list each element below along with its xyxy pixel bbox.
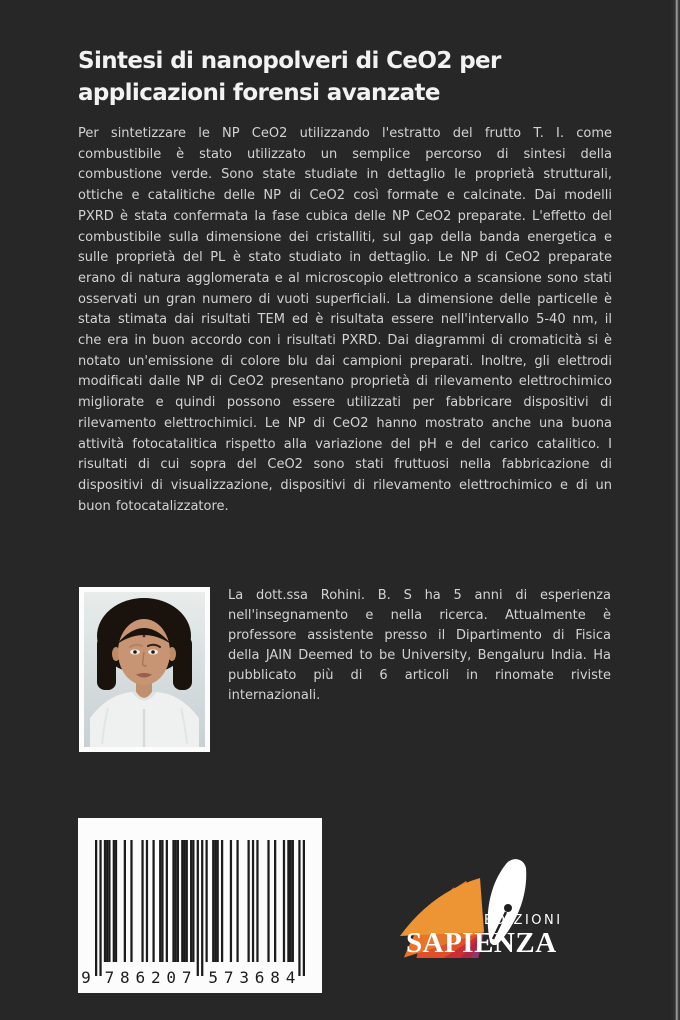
barcode-digit: 6 — [254, 968, 265, 987]
author-portrait-image — [84, 592, 205, 747]
publisher-label-text: EDIZIONI — [484, 913, 563, 928]
barcode — [78, 818, 322, 993]
book-title-line-1: Sintesi di nanopolveri di CeO2 per — [78, 48, 501, 74]
pupil-right — [151, 650, 155, 654]
barcode-digit: 0 — [166, 968, 177, 987]
barcode-digit: 7 — [181, 968, 192, 987]
synopsis-text: Per sintetizzare le NP CeO2 utilizzando l'estratto del frutto T. I. come combustibile è stato utilizzato un semplice percorso di sintesi della combustione verde. Sono state studiate in dettaglio le proprietà strutturali, ottiche e catalitiche delle NP di CeO2 così formate e calcinate. Dai modelli PXRD è stata confermata la fase cubica delle NP CeO2 preparate. L'effetto del combustibile sulla dimensione dei cristalliti, sul gap della banda energetica e sulle proprietà del PL è stato studiato in dettaglio. Le NP di CeO2 preparate erano di natura agglomerata e al microscopio elettronico a scansione sono stati osservati un gran numero di vuoti superficiali. La dimensione delle particelle è stata stimata dai risultati TEM ed è risultata essere nell'intervallo 5-40 nm, il che era in buon accordo con i risultati PXRD. Dai diagrammi di cromaticità si è notato un'emissione di colore blu dai campioni preparati. Inoltre, gli elettrodi modificati dalle NP di CeO2 presentano proprietà di rilevamento elettrochimico migliorate e quindi possono essere utilizzati per fabbricare dispositivi di rilevamento elettrochimici. Le NP di CeO2 hanno mostrato anche una buona attività fotocatalitica rispetto alla variazione del pH e del carico catalitico. I risultati di cui sopra del CeO2 sono stati fruttuosi nella fabbricazione di dispositivi di visualizzazione, dispositivi di rilevamento elettrochimico e di un buon fotocatalizzatore. — [78, 126, 612, 514]
barcode-digit: 8 — [270, 968, 280, 987]
book-title — [78, 45, 588, 109]
barcode-digit: 7 — [104, 968, 115, 987]
author-bio: La dott.ssa Rohini. B. S ha 5 anni di esperienza nell'insegnamento e nella ricerca. Attualmente è professore assistente presso il Dipartimento di Fisica della JAIN Deemed to be University, Bengaluru India. Ha pubblicato più di 6 articoli in rinomate riviste internazionali. — [228, 588, 611, 703]
spine-edge-highlight — [670, 0, 680, 1020]
publisher-logo — [392, 852, 572, 958]
book-title-line-2: applicazioni forensi avanzate — [78, 80, 440, 106]
barcode-digit: 7 — [223, 968, 234, 987]
barcode-digit: 3 — [239, 968, 250, 987]
barcode-digit: 9 — [81, 968, 91, 987]
bindi — [143, 635, 146, 638]
barcode-digit: 6 — [135, 968, 146, 987]
pupil-left — [133, 650, 137, 654]
barcode-digit: 2 — [150, 968, 161, 987]
publisher-name-text: SAPIENZA — [406, 927, 557, 958]
publisher-logo-image — [392, 852, 572, 958]
barcode-digit: 8 — [119, 968, 130, 987]
barcode-digit: 5 — [208, 968, 219, 987]
author-photo — [79, 587, 210, 752]
barcode-image — [78, 818, 322, 993]
barcode-digit: 4 — [285, 968, 296, 987]
